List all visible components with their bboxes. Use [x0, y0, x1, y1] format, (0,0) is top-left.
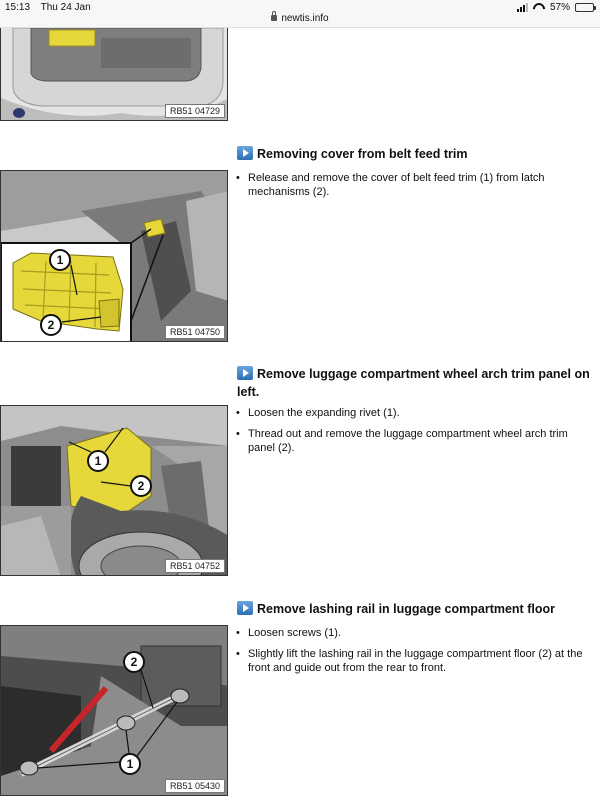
- status-right: [517, 2, 594, 13]
- photo-belt-feed-trim: [0, 170, 228, 342]
- section-title: [237, 365, 593, 401]
- step-item: • Release and remove the cover of belt feed trim (1) from latch mechanisms (2).: [234, 171, 596, 199]
- step-list: [234, 171, 596, 206]
- photo-wheel-arch-trim: [0, 405, 228, 576]
- battery-icon: [575, 3, 594, 12]
- status-date: Thu 24 Jan: [40, 2, 91, 13]
- step-list: [234, 406, 596, 462]
- play-icon[interactable]: [237, 601, 253, 615]
- address-url: newtis.info: [281, 13, 329, 24]
- photo-rear-bumper: [0, 28, 228, 121]
- callout-2-belt: 2: [40, 314, 62, 336]
- lock-icon: [271, 15, 277, 21]
- step-item: • Loosen screws (1).: [234, 626, 596, 640]
- callout-2-arch: 2: [130, 475, 152, 497]
- belt-feed-drawing: [1, 171, 228, 342]
- section-title-text: Remove luggage compartment wheel arch trim panel on left.: [237, 367, 590, 399]
- image-code: RB51 05430: [165, 779, 225, 793]
- photo-lashing-rail: [0, 625, 228, 796]
- image-code: RB51 04750: [165, 325, 225, 339]
- signal-icon: [517, 3, 528, 12]
- step-list: [234, 626, 596, 682]
- section-title-text: Remove lashing rail in luggage compartment floor: [257, 602, 555, 616]
- image-code: RB51 04752: [165, 559, 225, 573]
- status-bar: [0, 0, 600, 28]
- image-code: RB51 04729: [165, 104, 225, 118]
- wifi-icon: [533, 3, 545, 12]
- battery-percent: 57%: [549, 2, 570, 13]
- status-time: 15:13: [5, 2, 31, 13]
- address-bar[interactable]: [0, 13, 600, 24]
- callout-1-arch: 1: [87, 450, 109, 472]
- step-item: • Thread out and remove the luggage compartment wheel arch trim panel (2).: [234, 427, 596, 455]
- play-icon[interactable]: [237, 146, 253, 160]
- section-title: [237, 600, 593, 618]
- section-title: [237, 145, 593, 163]
- callout-1-belt: 1: [49, 249, 71, 271]
- lashing-rail-drawing: [1, 626, 228, 796]
- section-title-text: Removing cover from belt feed trim: [257, 147, 468, 161]
- status-left: [5, 2, 99, 13]
- step-item: • Slightly lift the lashing rail in the luggage compartment floor (2) at the front and guide out from the rear to front.: [234, 647, 596, 675]
- play-icon[interactable]: [237, 366, 253, 380]
- step-item: • Loosen the expanding rivet (1).: [234, 406, 596, 420]
- callout-2-rail: 2: [123, 651, 145, 673]
- wheel-arch-drawing: [1, 406, 228, 576]
- callout-1-rail: 1: [119, 753, 141, 775]
